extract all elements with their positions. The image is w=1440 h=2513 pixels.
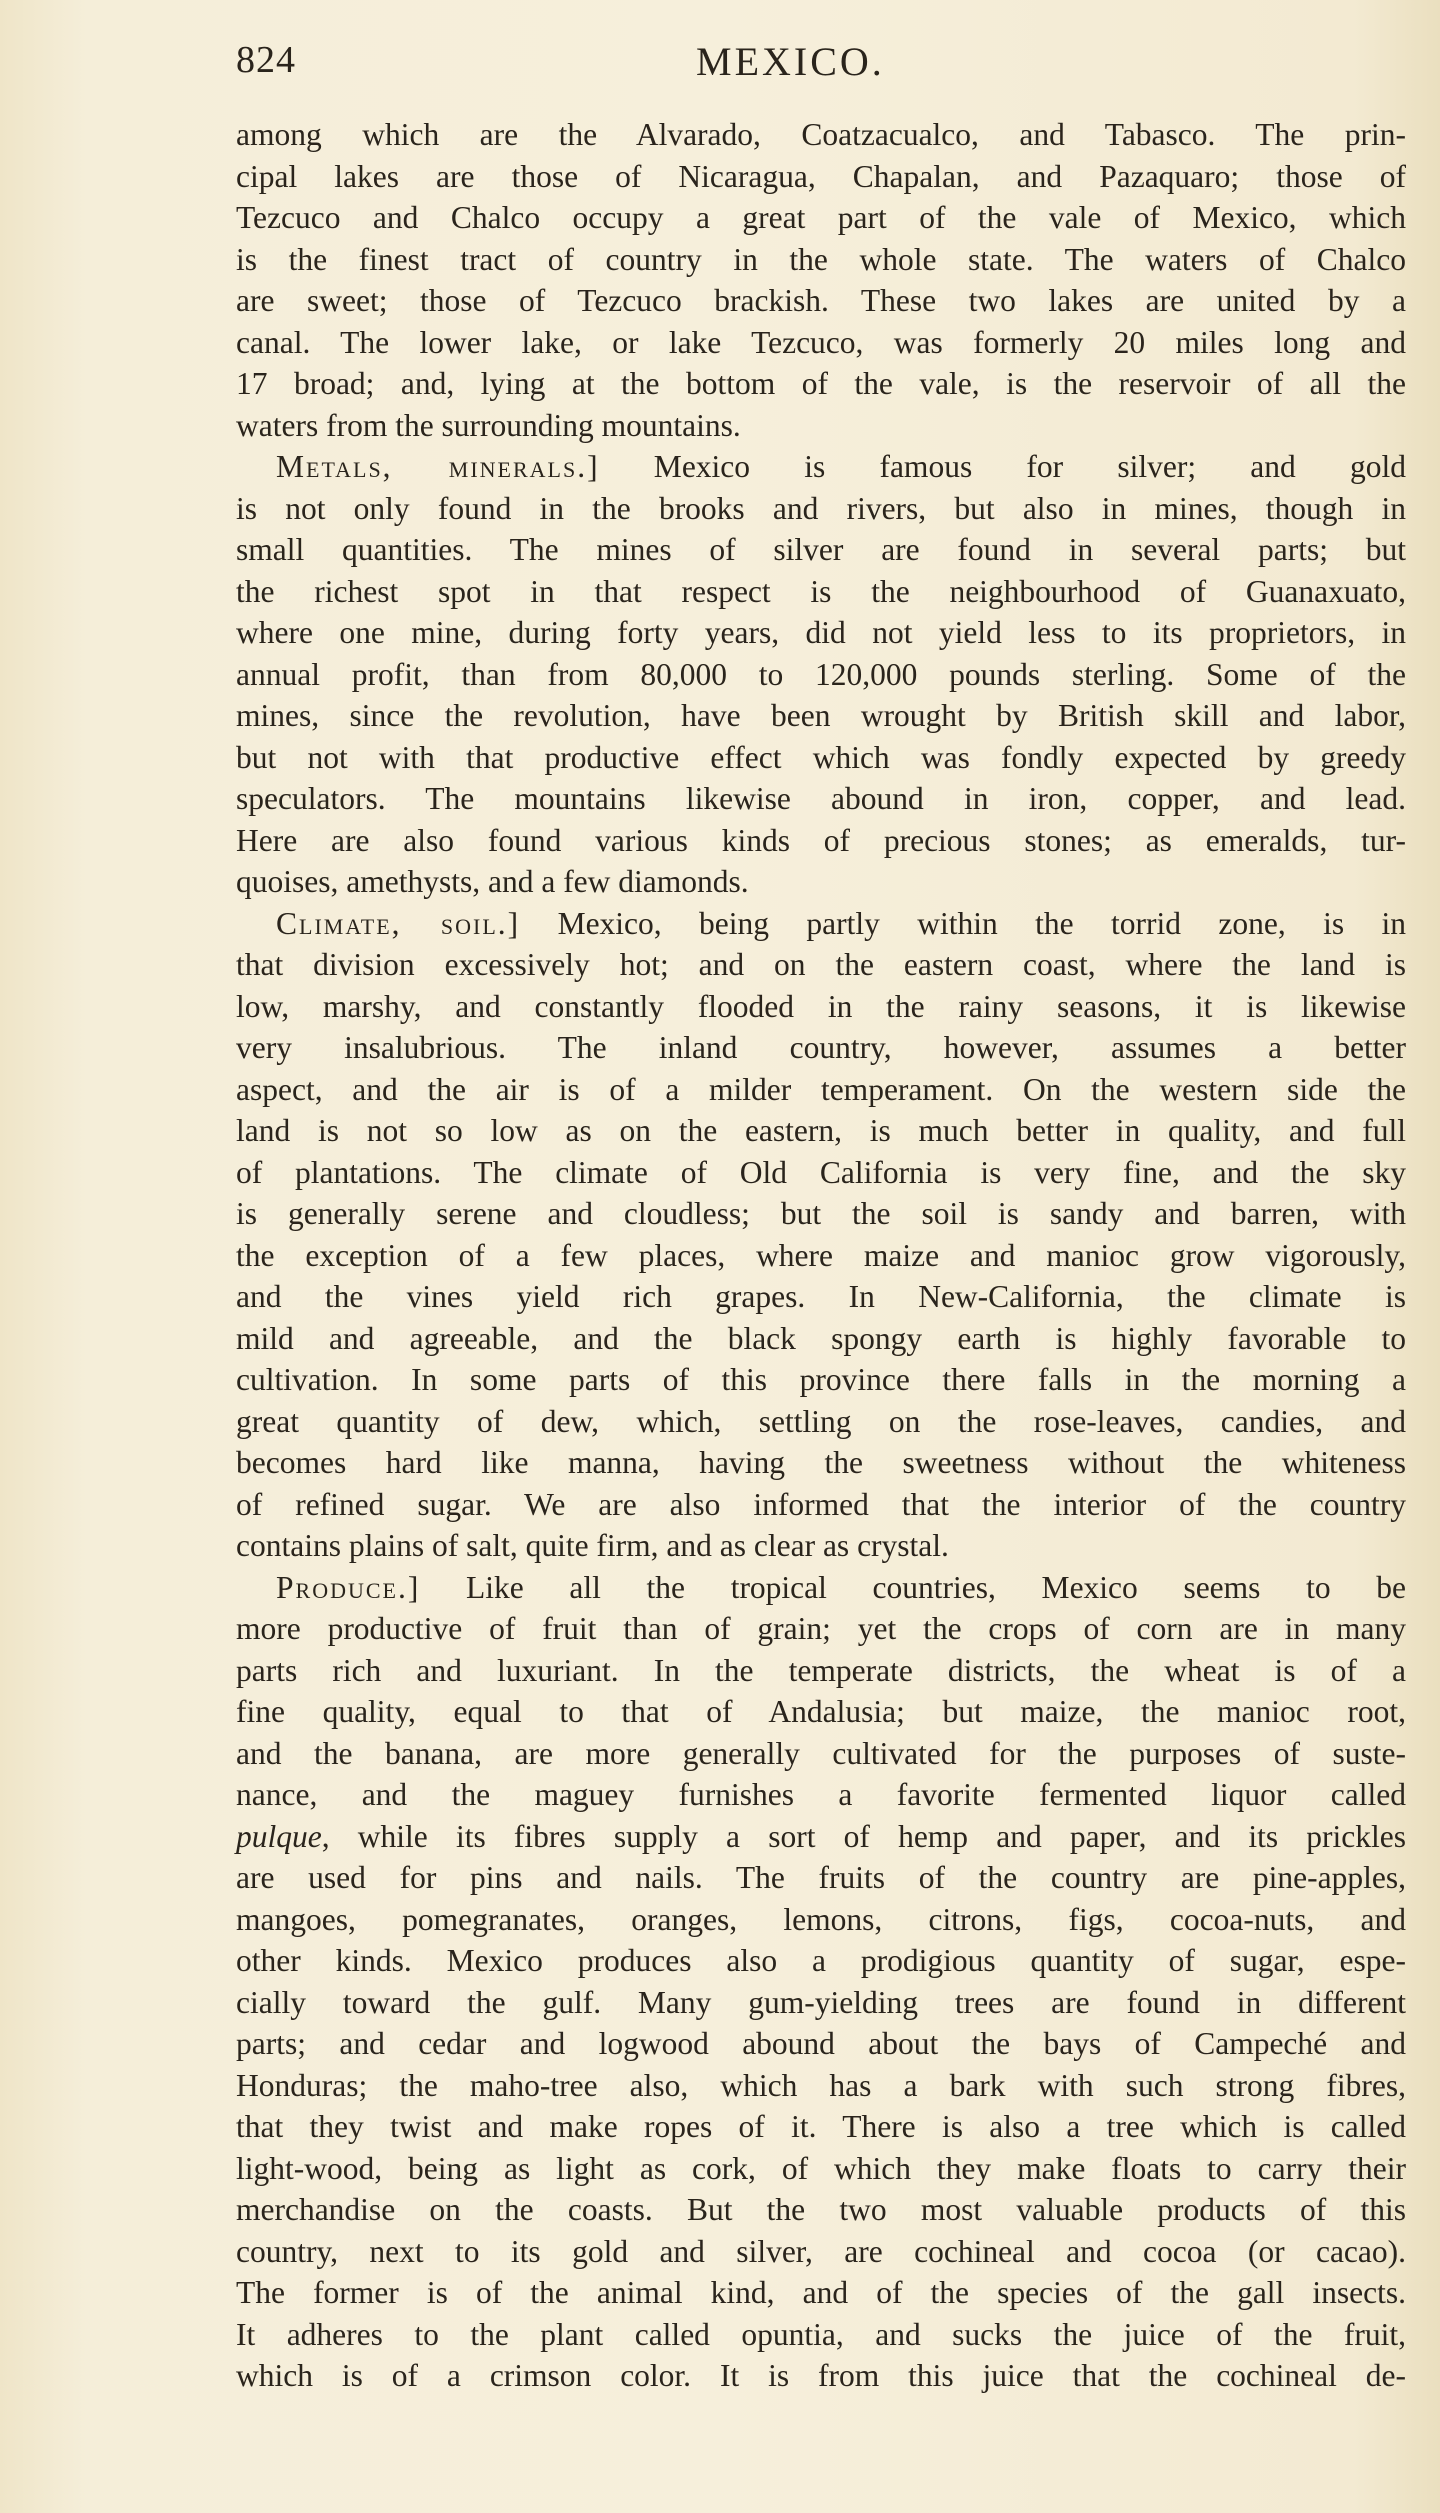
line-text: light-wood, being as light as cork, of which they make floats to carry their — [236, 2150, 1406, 2186]
text-line — [236, 1401, 1406, 1443]
line-text: It adheres to the plant called opuntia, and sucks the juice of the fruit, — [236, 2316, 1406, 2352]
line-text: The former is of the animal kind, and of the species of the gall insects. — [236, 2275, 1406, 2310]
text-line — [236, 2272, 1406, 2314]
text-line — [236, 1359, 1406, 1401]
text-line — [236, 861, 1406, 903]
text-line — [236, 778, 1406, 820]
text-line — [236, 944, 1406, 986]
line-text: annual profit, than from 80,000 to 120,000 pounds sterling. Some of the — [236, 656, 1406, 692]
text-line — [236, 1982, 1406, 2024]
text-line — [236, 529, 1406, 571]
text-line — [236, 820, 1406, 862]
text-line — [236, 156, 1406, 198]
text-line — [236, 363, 1406, 405]
text-line — [236, 1069, 1406, 1111]
line-text: great quantity of dew, which, settling on the rose-leaves, candies, and — [236, 1403, 1406, 1439]
page-number: 824 — [236, 39, 296, 81]
line-text: low, marshy, and constantly flooded in the rainy seasons, it is likewise — [236, 988, 1406, 1024]
line-text: merchandise on the coasts. But the two most valuable products of this — [236, 2192, 1406, 2227]
text-line — [236, 322, 1406, 364]
text-line — [236, 695, 1406, 737]
text-line — [236, 1567, 1406, 1609]
text-line — [236, 1484, 1406, 1526]
italic-term: pulque — [236, 1818, 322, 1854]
text-line — [236, 1774, 1406, 1816]
line-text: more productive of fruit than of grain; yet the crops of corn are in many — [236, 1611, 1406, 1646]
text-line — [236, 1235, 1406, 1277]
line-text: mines, since the revolution, have been wrought by British skill and labor, — [236, 698, 1406, 733]
body-text — [236, 114, 1406, 2397]
line-text: Mexico is famous for silver; and gold — [599, 449, 1406, 484]
line-text: cultivation. In some parts of this province there falls in the morning a — [236, 1362, 1406, 1397]
text-line — [236, 1899, 1406, 1941]
line-text: the richest spot in that respect is the neighbourhood of Guanaxuato, — [236, 573, 1406, 609]
text-line — [236, 1110, 1406, 1152]
line-text: mild and agreeable, and the black spongy earth is highly favorable to — [236, 1320, 1406, 1356]
text-line — [236, 2231, 1406, 2273]
text-line — [236, 1442, 1406, 1484]
text-line — [236, 1152, 1406, 1194]
line-text: canal. The lower lake, or lake Tezcuco, was formerly 20 miles long and — [236, 324, 1406, 360]
line-text: other kinds. Mexico produces also a prodigious quantity of sugar, espe- — [236, 1943, 1406, 1978]
text-line — [236, 1276, 1406, 1318]
text-line — [236, 654, 1406, 696]
text-line — [236, 903, 1406, 945]
text-line — [236, 1193, 1406, 1235]
line-text: Tezcuco and Chalco occupy a great part of the vale of Mexico, which — [236, 200, 1406, 235]
text-line — [236, 2314, 1406, 2356]
section-heading: Metals, minerals.] — [276, 449, 600, 484]
text-line — [236, 2065, 1406, 2107]
text-line — [236, 1816, 1406, 1858]
text-line — [236, 571, 1406, 613]
line-text: parts rich and luxuriant. In the temperate districts, the wheat is of a — [236, 1652, 1406, 1688]
text-line — [236, 446, 1406, 488]
line-text: is not only found in the brooks and rivers, but also in mines, though in — [236, 490, 1406, 526]
line-text: quoises, amethysts, and a few diamonds. — [236, 864, 749, 899]
line-text: where one mine, during forty years, did not yield less to its proprietors, in — [236, 615, 1406, 650]
text-line — [236, 2189, 1406, 2231]
line-text: are used for pins and nails. The fruits of the country are pine-apples, — [236, 1860, 1406, 1895]
line-text: Mexico, being partly within the torrid zone, is in — [520, 905, 1407, 941]
line-text: Here are also found various kinds of precious stones; as emeralds, tur- — [236, 822, 1406, 858]
text-line — [236, 2355, 1406, 2397]
line-text: but not with that productive effect which was fondly expected by greedy — [236, 739, 1406, 775]
line-text: is generally serene and cloudless; but the soil is sandy and barren, with — [236, 1196, 1406, 1231]
text-line — [236, 2148, 1406, 2190]
line-text: becomes hard like manna, having the sweetness without the whiteness — [236, 1445, 1406, 1480]
line-text: the exception of a few places, where maize and manioc grow vigorously, — [236, 1237, 1406, 1273]
line-text: land is not so low as on the eastern, is much better in quality, and full — [236, 1113, 1406, 1148]
line-text: 17 broad; and, lying at the bottom of the vale, is the reservoir of all the — [236, 366, 1406, 401]
line-text: and the banana, are more generally cultivated for the purposes of suste- — [236, 1735, 1406, 1771]
line-text: waters from the surrounding mountains. — [236, 407, 741, 443]
line-text: aspect, and the air is of a milder temperament. On the western side the — [236, 1071, 1406, 1107]
line-text: mangoes, pomegranates, oranges, lemons, citrons, figs, cocoa-nuts, and — [236, 1901, 1406, 1937]
text-line — [236, 114, 1406, 156]
line-text: nance, and the maguey furnishes a favorite fermented liquor called — [236, 1777, 1406, 1812]
line-text: which is of a crimson color. It is from this juice that the cochineal de- — [236, 2358, 1406, 2393]
line-text: fine quality, equal to that of Andalusia; but maize, the manioc root, — [236, 1694, 1406, 1729]
text-line — [236, 239, 1406, 281]
text-line — [236, 612, 1406, 654]
text-line — [236, 1608, 1406, 1650]
text-line — [236, 737, 1406, 779]
text-line — [236, 1857, 1406, 1899]
line-text: among which are the Alvarado, Coatzacualco, and Tabasco. The prin- — [236, 117, 1406, 152]
line-text: of refined sugar. We are also informed that the interior of the country — [236, 1486, 1406, 1522]
text-line — [236, 197, 1406, 239]
page-header — [236, 38, 1406, 94]
text-line — [236, 488, 1406, 530]
text-line — [236, 1691, 1406, 1733]
line-text: cipal lakes are those of Nicaragua, Chapalan, and Pazaquaro; those of — [236, 158, 1406, 194]
text-line — [236, 280, 1406, 322]
section-heading: Climate, soil.] — [276, 905, 521, 941]
text-line — [236, 1525, 1406, 1567]
line-text: contains plains of salt, quite firm, and as clear as crystal. — [236, 1528, 949, 1563]
line-text: that they twist and make ropes of it. There is also a tree which is called — [236, 2109, 1406, 2144]
section-heading: Produce.] — [276, 1569, 421, 1605]
line-text: speculators. The mountains likewise abound in iron, copper, and lead. — [236, 781, 1406, 816]
text-line — [236, 405, 1406, 447]
text-line — [236, 2106, 1406, 2148]
running-head: MEXICO. — [696, 39, 885, 84]
text-line — [236, 986, 1406, 1028]
line-text: very insalubrious. The inland country, however, assumes a better — [236, 1030, 1406, 1065]
line-text: and the vines yield rich grapes. In New-California, the climate is — [236, 1279, 1406, 1314]
line-text: Honduras; the maho-tree also, which has a bark with such strong fibres, — [236, 2067, 1406, 2103]
line-text: are sweet; those of Tezcuco brackish. These two lakes are united by a — [236, 283, 1406, 318]
line-text: cially toward the gulf. Many gum-yielding trees are found in different — [236, 1984, 1406, 2020]
text-line — [236, 1650, 1406, 1692]
text-line — [236, 1027, 1406, 1069]
line-text: small quantities. The mines of silver are found in several parts; but — [236, 532, 1406, 567]
line-text: Like all the tropical countries, Mexico seems to be — [420, 1569, 1406, 1605]
line-text: parts; and cedar and logwood abound about the bays of Campeché and — [236, 2026, 1406, 2061]
line-text: of plantations. The climate of Old California is very fine, and the sky — [236, 1154, 1406, 1190]
text-line — [236, 1940, 1406, 1982]
text-line — [236, 1318, 1406, 1360]
line-text: is the finest tract of country in the whole state. The waters of Chalco — [236, 241, 1406, 277]
text-line — [236, 2023, 1406, 2065]
line-text: that division excessively hot; and on the eastern coast, where the land is — [236, 947, 1406, 982]
line-text: , while its fibres supply a sort of hemp and paper, and its prickles — [321, 1818, 1406, 1854]
text-line — [236, 1733, 1406, 1775]
line-text: country, next to its gold and silver, are cochineal and cocoa (or cacao). — [236, 2233, 1406, 2269]
